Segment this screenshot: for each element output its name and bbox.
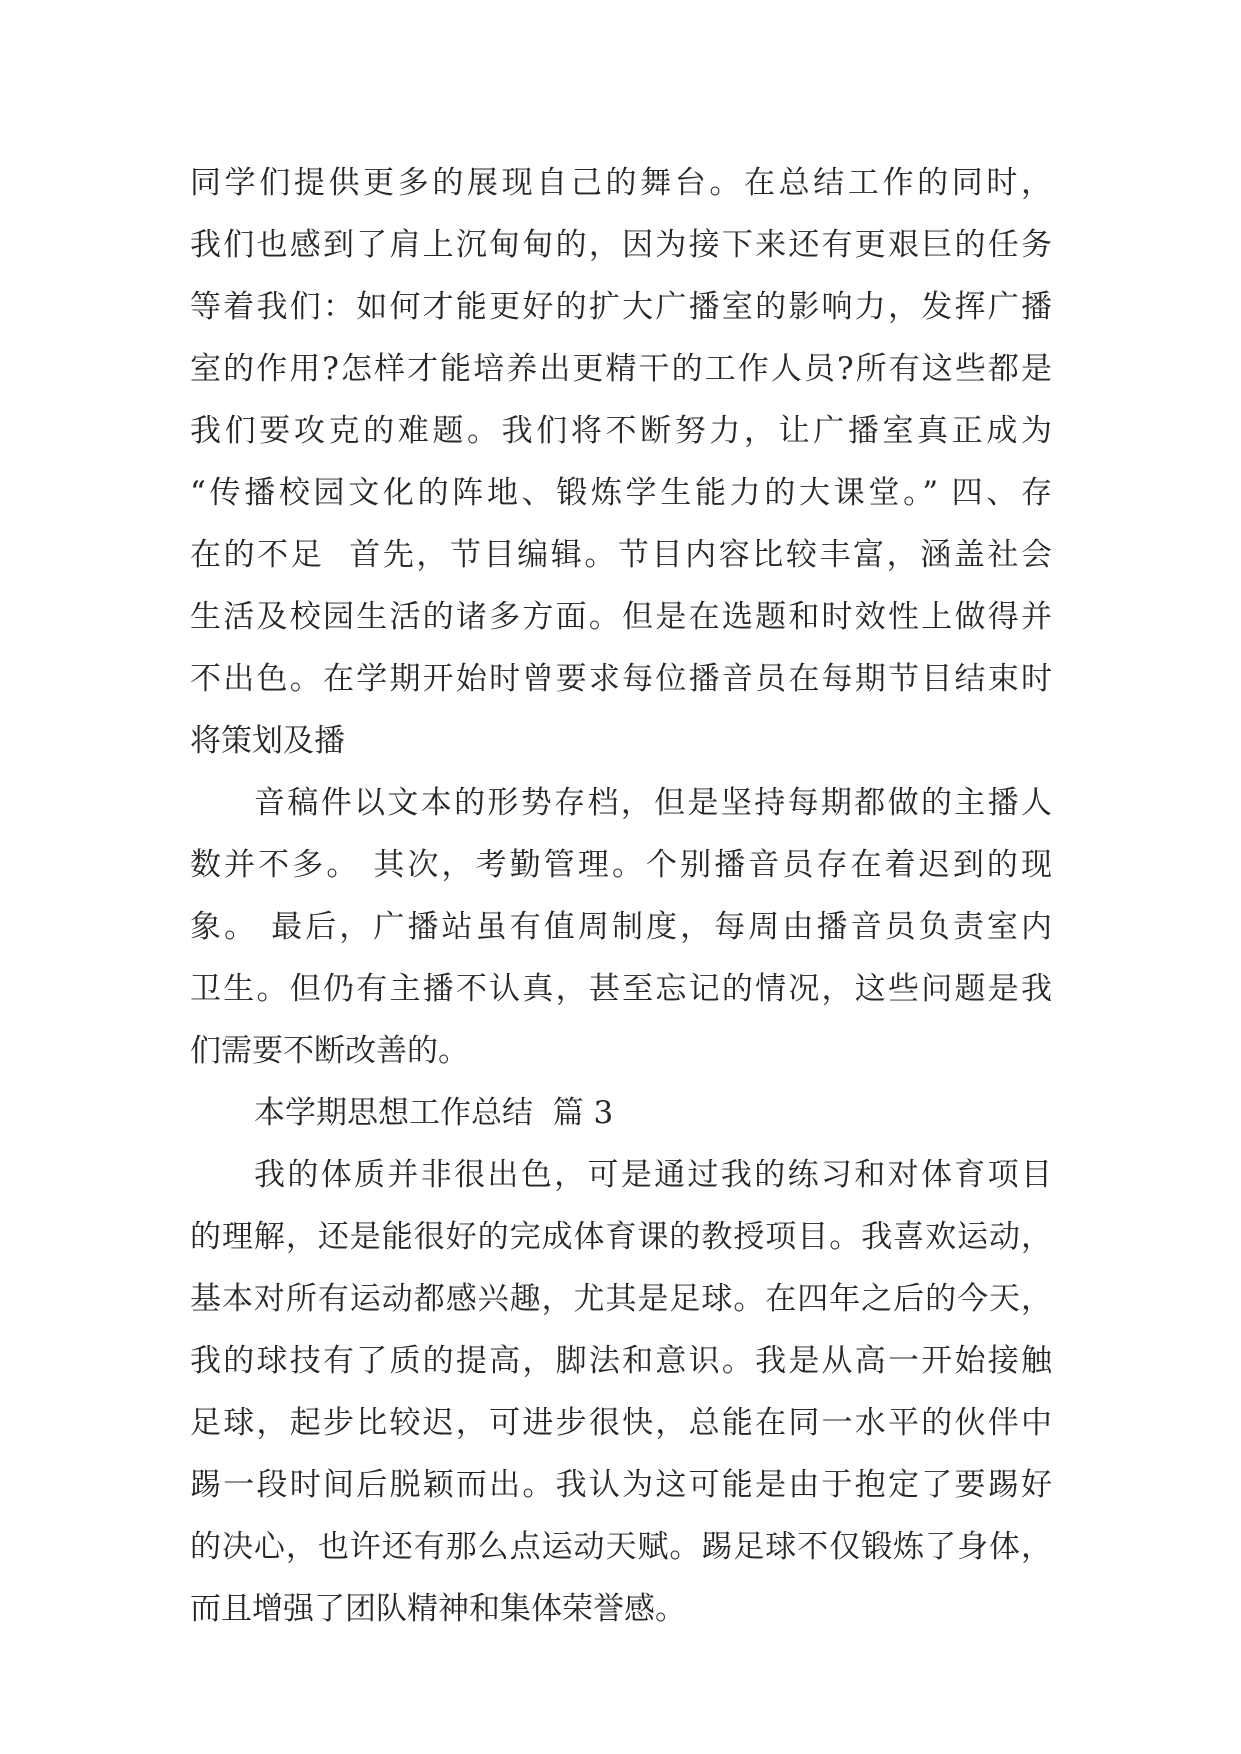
text-line: 我们也感到了肩上沉甸甸的，因为接下来还有更艰巨的任务 — [190, 227, 1052, 263]
text-line: 等着我们：如何才能更好的扩大广播室的影响力，发挥广播 — [190, 289, 1052, 325]
text-line: 们需要不断改善的。 — [190, 1033, 469, 1069]
text-line: 的理解，还是能很好的完成体育课的教授项目。我喜欢运动， — [190, 1219, 1052, 1255]
text-line: 生活及校园生活的诸多方面。但是在选题和时效性上做得并 — [190, 599, 1052, 635]
paragraph-broadcast-summary — [190, 152, 1052, 772]
text-line: 卫生。但仍有主播不认真，甚至忘记的情况，这些问题是我 — [190, 971, 1052, 1007]
paragraph-sports — [190, 1144, 1052, 1640]
text-line: 踢一段时间后脱颖而出。我认为这可能是由于抱定了要踢好 — [190, 1467, 1052, 1503]
paragraph-shortcomings — [190, 772, 1052, 1082]
text-line: 我们要攻克的难题。我们将不断努力，让广播室真正成为 — [190, 413, 1052, 449]
text-line: 在的不足 首先，节目编辑。节目内容比较丰富，涵盖社会 — [190, 537, 1052, 573]
text-line: 我的体质并非很出色，可是通过我的练习和对体育项目 — [254, 1157, 1052, 1193]
text-line: 的决心，也许还有那么点运动天赋。踢足球不仅锻炼了身体， — [190, 1529, 1052, 1565]
text-line: 基本对所有运动都感兴趣，尤其是足球。在四年之后的今天， — [190, 1281, 1052, 1317]
text-line: 室的作用?怎样才能培养出更精干的工作人员?所有这些都是 — [190, 351, 1052, 387]
text-line: 音稿件以文本的形势存档，但是坚持每期都做的主播人 — [254, 785, 1052, 821]
text-line: 我的球技有了质的提高，脚法和意识。我是从高一开始接触 — [190, 1343, 1052, 1379]
text-line: 足球，起步比较迟，可进步很快，总能在同一水平的伙伴中 — [190, 1405, 1052, 1441]
text-line: 象。 最后，广播站虽有值周制度，每周由播音员负责室内 — [190, 909, 1052, 945]
text-line: “传播校园文化的阵地、锻炼学生能力的大课堂。” 四、存 — [190, 475, 1052, 511]
text-line: 而且增强了团队精神和集体荣誉感。 — [190, 1591, 686, 1627]
document-page — [190, 152, 1052, 1640]
text-line: 数并不多。 其次，考勤管理。个别播音员存在着迟到的现 — [190, 847, 1052, 883]
text-line: 同学们提供更多的展现自己的舞台。在总结工作的同时， — [190, 165, 1052, 201]
text-line: 不出色。在学期开始时曾要求每位播音员在每期节目结束时 — [190, 661, 1052, 697]
section-heading: 本学期思想工作总结 篇 3 — [254, 1095, 614, 1131]
text-line: 将策划及播 — [190, 723, 345, 759]
